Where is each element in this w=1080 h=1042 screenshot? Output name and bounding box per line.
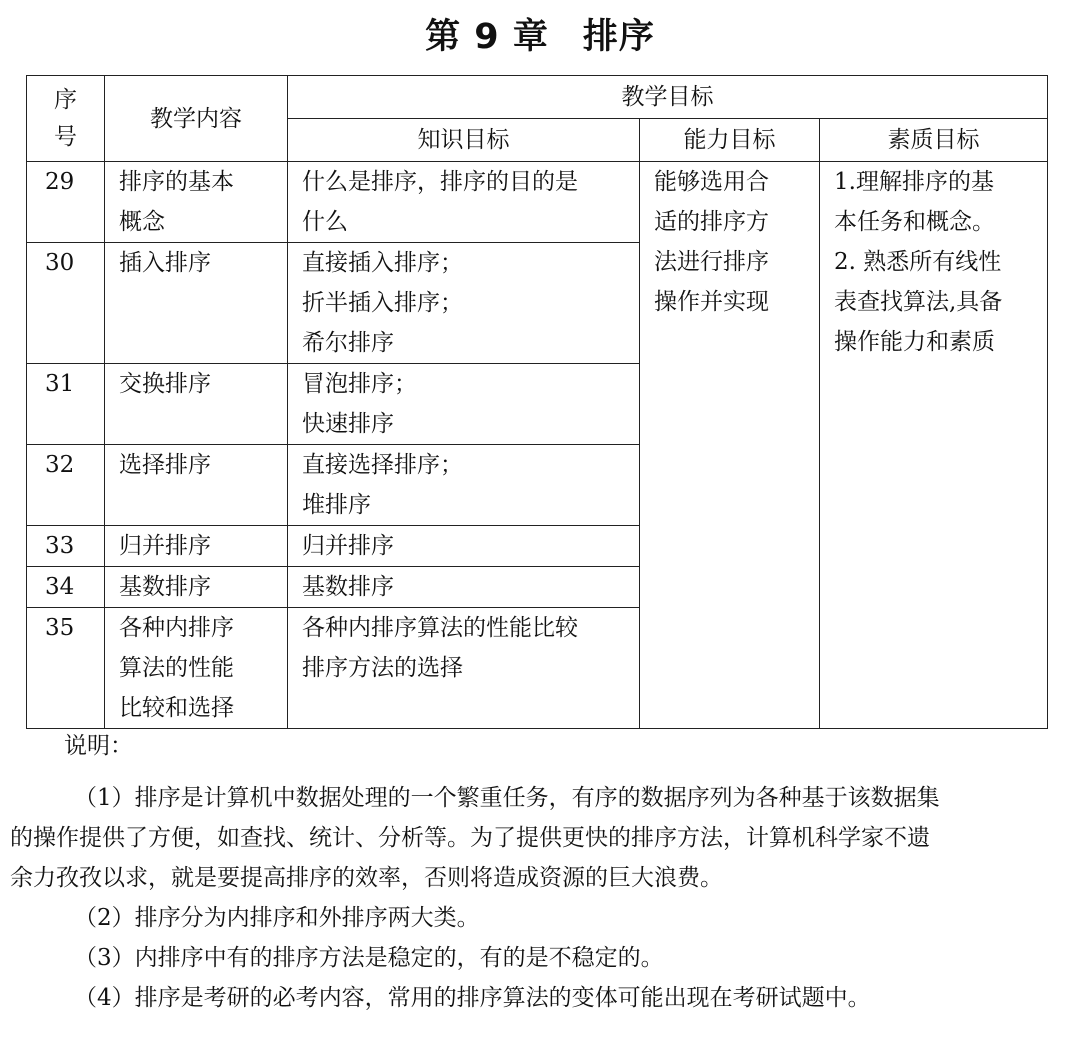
note-line: （3）内排序中有的排序方法是稳定的，有的是不稳定的。	[74, 945, 664, 971]
header-goals: 教学目标	[288, 76, 1048, 119]
header-content: 教学内容	[105, 76, 288, 162]
row-content: 各种内排序 算法的性能 比较和选择	[105, 608, 288, 729]
row-number: 30	[27, 243, 105, 364]
note-line: （4）排序是考研的必考内容，常用的排序算法的变体可能出现在考研试题中。	[74, 985, 871, 1011]
row-content: 归并排序	[105, 526, 288, 567]
header-knowledge: 知识目标	[288, 119, 640, 162]
page-title	[0, 12, 1080, 62]
row-number: 33	[27, 526, 105, 567]
note-line: （1）排序是计算机中数据处理的一个繁重任务，有序的数据序列为各种基于该数据集	[74, 785, 940, 811]
row-knowledge: 冒泡排序； 快速排序	[288, 364, 640, 445]
row-number: 32	[27, 445, 105, 526]
chapter-topic: 排序	[582, 17, 655, 57]
row-content: 基数排序	[105, 567, 288, 608]
notes	[10, 778, 1070, 1018]
quality-goals: 1.理解排序的基 本任务和概念。 2. 熟悉所有线性 表查找算法,具备 操作能力和素质	[820, 162, 1048, 729]
row-knowledge: 基数排序	[288, 567, 640, 608]
note-line: （2）排序分为内排序和外排序两大类。	[74, 905, 480, 931]
row-knowledge: 什么是排序，排序的目的是 什么	[288, 162, 640, 243]
header-seq: 序 号	[27, 76, 105, 162]
row-content: 选择排序	[105, 445, 288, 526]
row-content: 排序的基本 概念	[105, 162, 288, 243]
row-knowledge: 直接选择排序； 堆排序	[288, 445, 640, 526]
header-ability: 能力目标	[640, 119, 820, 162]
notes-label: 说明：	[64, 733, 133, 759]
header-quality: 素质目标	[820, 119, 1048, 162]
row-content: 插入排序	[105, 243, 288, 364]
syllabus-table	[26, 75, 1048, 729]
ability-goals: 能够选用合 适的排序方 法进行排序 操作并实现	[640, 162, 820, 729]
row-content: 交换排序	[105, 364, 288, 445]
note-line: 的操作提供了方便，如查找、统计、分析等。为了提供更快的排序方法，计算机科学家不遗	[10, 825, 930, 851]
row-number: 34	[27, 567, 105, 608]
table-row	[27, 162, 1048, 243]
row-knowledge: 直接插入排序； 折半插入排序； 希尔排序	[288, 243, 640, 364]
row-number: 35	[27, 608, 105, 729]
chapter-number: 第 9 章	[425, 17, 549, 57]
row-knowledge: 归并排序	[288, 526, 640, 567]
note-line: 余力孜孜以求，就是要提高排序的效率，否则将造成资源的巨大浪费。	[10, 865, 723, 891]
row-number: 29	[27, 162, 105, 243]
row-number: 31	[27, 364, 105, 445]
row-knowledge: 各种内排序算法的性能比较 排序方法的选择	[288, 608, 640, 729]
